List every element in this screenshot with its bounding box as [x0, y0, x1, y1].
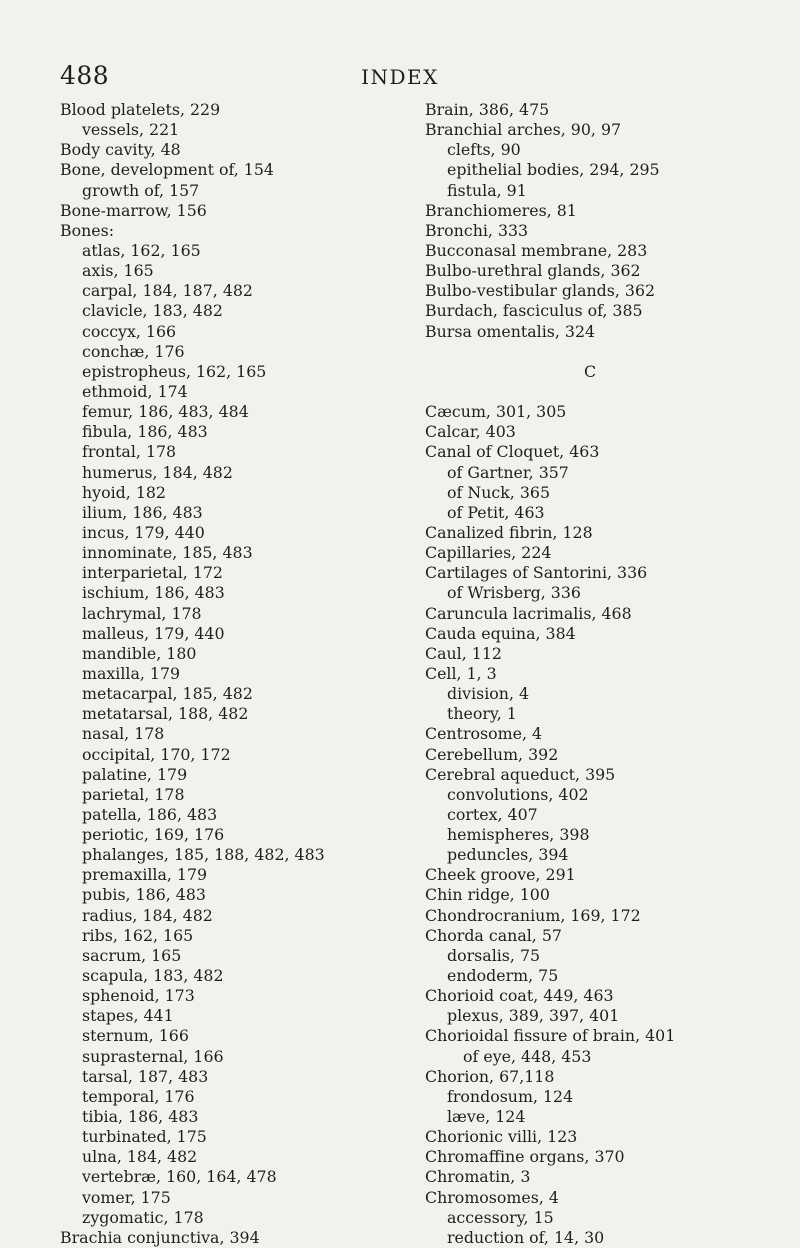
index-subentry: zygomatic, 178 [82, 1207, 204, 1227]
index-entry: Caul, 112 [425, 643, 502, 663]
index-subentry: clefts, 90 [447, 140, 521, 160]
index-subentry: sternum, 166 [82, 1026, 189, 1046]
index-entry: Chorda canal, 57 [425, 925, 562, 945]
index-entry: Bone, development of, 154 [60, 160, 274, 180]
index-entry: Blood platelets, 229 [60, 100, 221, 119]
index-subentry: metatarsal, 188, 482 [82, 704, 249, 724]
index-entry: Bucconasal membrane, 283 [425, 240, 648, 260]
index-subentry: tibia, 186, 483 [82, 1107, 199, 1127]
index-subentry: of Petit, 463 [447, 502, 545, 522]
index-entry: Body cavity, 48 [60, 140, 181, 160]
index-subentry: suprasternal, 166 [82, 1046, 224, 1066]
index-subentry: maxilla, 179 [82, 663, 181, 683]
index-subentry: mandible, 180 [82, 643, 197, 663]
index-entry: Branchial arches, 90, 97 [425, 120, 622, 140]
index-subentry: patella, 186, 483 [82, 804, 218, 824]
index-subentry: metacarpal, 185, 482 [82, 684, 253, 704]
index-subentry: carpal, 184, 187, 482 [82, 281, 253, 301]
page-number: 488 [60, 61, 110, 90]
index-subentry: ischium, 186, 483 [82, 583, 225, 603]
index-entry: Chromaffine organs, 370 [425, 1147, 625, 1167]
index-subentry: of eye, 448, 453 [463, 1046, 592, 1066]
index-subentry: ilium, 186, 483 [82, 502, 203, 522]
index-entry: Chromatin, 3 [425, 1167, 531, 1187]
index-entry: Canal of Cloquet, 463 [425, 442, 600, 462]
index-subentry: innominate, 185, 483 [82, 543, 253, 563]
index-subentry: peduncles, 394 [447, 845, 569, 865]
index-subentry: growth of, 157 [82, 180, 200, 200]
index-subentry: clavicle, 183, 482 [82, 301, 223, 321]
index-entry: Cæcum, 301, 305 [425, 402, 567, 422]
index-subentry: nasal, 178 [82, 724, 165, 744]
index-subentry: coccyx, 166 [82, 321, 177, 341]
index-entry: Cerebral aqueduct, 395 [425, 764, 616, 784]
index-subentry: radius, 184, 482 [82, 905, 213, 925]
index-entry: Chromosomes, 4 [425, 1187, 559, 1207]
index-subentry: of Wrisberg, 336 [447, 583, 581, 603]
index-subentry: vertebræ, 160, 164, 478 [82, 1167, 277, 1187]
index-subentry: femur, 186, 483, 484 [82, 402, 249, 422]
index-subentry: periotic, 169, 176 [82, 825, 225, 845]
index-subentry: phalanges, 185, 188, 482, 483 [82, 845, 325, 865]
index-subentry: sphenoid, 173 [82, 986, 195, 1006]
index-entry: Bursa omentalis, 324 [425, 321, 596, 341]
index-subentry: humerus, 184, 482 [82, 462, 233, 482]
spacer [425, 342, 785, 362]
index-subentry: of Gartner, 357 [447, 462, 569, 482]
index-subentry: division, 4 [447, 684, 530, 704]
index-subentry: malleus, 179, 440 [82, 623, 225, 643]
index-subentry: cortex, 407 [447, 804, 538, 824]
index-subentry: fistula, 91 [447, 180, 527, 200]
index-subentry: turbinated, 175 [82, 1127, 207, 1147]
index-subentry: axis, 165 [82, 261, 154, 281]
index-subentry: conchæ, 176 [82, 341, 185, 361]
index-subentry: reduction of, 14, 30 [447, 1227, 605, 1247]
index-entry: Chondrocranium, 169, 172 [425, 905, 641, 925]
index-subentry: accessory, 15 [447, 1207, 554, 1227]
index-entry: Chorioidal fissure of brain, 401 [425, 1026, 676, 1046]
index-subentry: interparietal, 172 [82, 563, 223, 583]
index-entry: Brain, 386, 475 [425, 100, 550, 119]
index-subentry: palatine, 179 [82, 764, 188, 784]
index-column-right [425, 100, 785, 1248]
index-subentry: plexus, 389, 397, 401 [447, 1006, 620, 1026]
index-entry: Chin ridge, 100 [425, 885, 550, 905]
index-entry: Bulbo-vestibular glands, 362 [425, 281, 656, 301]
index-entry: Cerebellum, 392 [425, 744, 559, 764]
page-title: INDEX [361, 65, 439, 89]
index-subentry: parietal, 178 [82, 784, 185, 804]
index-entry: Bulbo-urethral glands, 362 [425, 261, 641, 281]
index-subentry: temporal, 176 [82, 1086, 195, 1106]
index-subentry: stapes, 441 [82, 1006, 174, 1026]
index-subentry: frondosum, 124 [447, 1086, 574, 1106]
index-subentry: epithelial bodies, 294, 295 [447, 160, 660, 180]
index-entry: Chorionic villi, 123 [425, 1127, 578, 1147]
index-subentry: lachrymal, 178 [82, 603, 202, 623]
index-subentry: ribs, 162, 165 [82, 925, 194, 945]
index-entry: Caruncula lacrimalis, 468 [425, 603, 632, 623]
index-subentry: fibula, 186, 483 [82, 422, 208, 442]
index-entry: Cartilages of Santorini, 336 [425, 563, 648, 583]
index-entry: Capillaries, 224 [425, 543, 552, 563]
index-entry: Bones: [60, 220, 115, 240]
index-subentry: epistropheus, 162, 165 [82, 361, 267, 381]
index-subentry: incus, 179, 440 [82, 522, 205, 542]
index-entry: Branchiomeres, 81 [425, 200, 577, 220]
index-entry: Bronchi, 333 [425, 220, 529, 240]
index-subentry: premaxilla, 179 [82, 865, 208, 885]
index-subentry: hemispheres, 398 [447, 825, 590, 845]
index-subentry: endoderm, 75 [447, 966, 559, 986]
index-entry: Calcar, 403 [425, 422, 516, 442]
index-entry: Cauda equina, 384 [425, 623, 576, 643]
index-subentry: ethmoid, 174 [82, 381, 188, 401]
index-subentry: tarsal, 187, 483 [82, 1066, 209, 1086]
index-subentry: hyoid, 182 [82, 482, 166, 502]
index-entry: Cell, 1, 3 [425, 663, 497, 683]
index-subentry: occipital, 170, 172 [82, 744, 231, 764]
index-subentry: theory, 1 [447, 704, 517, 724]
index-entry: Centrosome, 4 [425, 724, 543, 744]
index-entry: Brachia conjunctiva, 394 [60, 1227, 260, 1247]
index-subentry: læve, 124 [447, 1107, 526, 1127]
index-entry: Chorioid coat, 449, 463 [425, 986, 614, 1006]
index-entry: Canalized fibrin, 128 [425, 522, 593, 542]
index-subentry: of Nuck, 365 [447, 482, 550, 502]
index-subentry: sacrum, 165 [82, 945, 182, 965]
index-entry: Cheek groove, 291 [425, 865, 576, 885]
index-subentry: atlas, 162, 165 [82, 240, 201, 260]
index-entry: Burdach, fasciculus of, 385 [425, 301, 643, 321]
index-subentry: pubis, 186, 483 [82, 885, 206, 905]
index-entry: Chorion, 67,118 [425, 1066, 555, 1086]
section-letter: C [583, 361, 597, 381]
index-subentry: ulna, 184, 482 [82, 1147, 198, 1167]
index-subentry: scapula, 183, 482 [82, 966, 224, 986]
spacer [425, 382, 785, 402]
index-subentry: convolutions, 402 [447, 784, 589, 804]
index-column-left [60, 100, 410, 1248]
index-subentry: frontal, 178 [82, 442, 177, 462]
index-subentry: dorsalis, 75 [447, 945, 541, 965]
index-subentry: vomer, 175 [82, 1187, 171, 1207]
index-subentry: vessels, 221 [82, 120, 180, 140]
index-entry: Bone-marrow, 156 [60, 200, 207, 220]
